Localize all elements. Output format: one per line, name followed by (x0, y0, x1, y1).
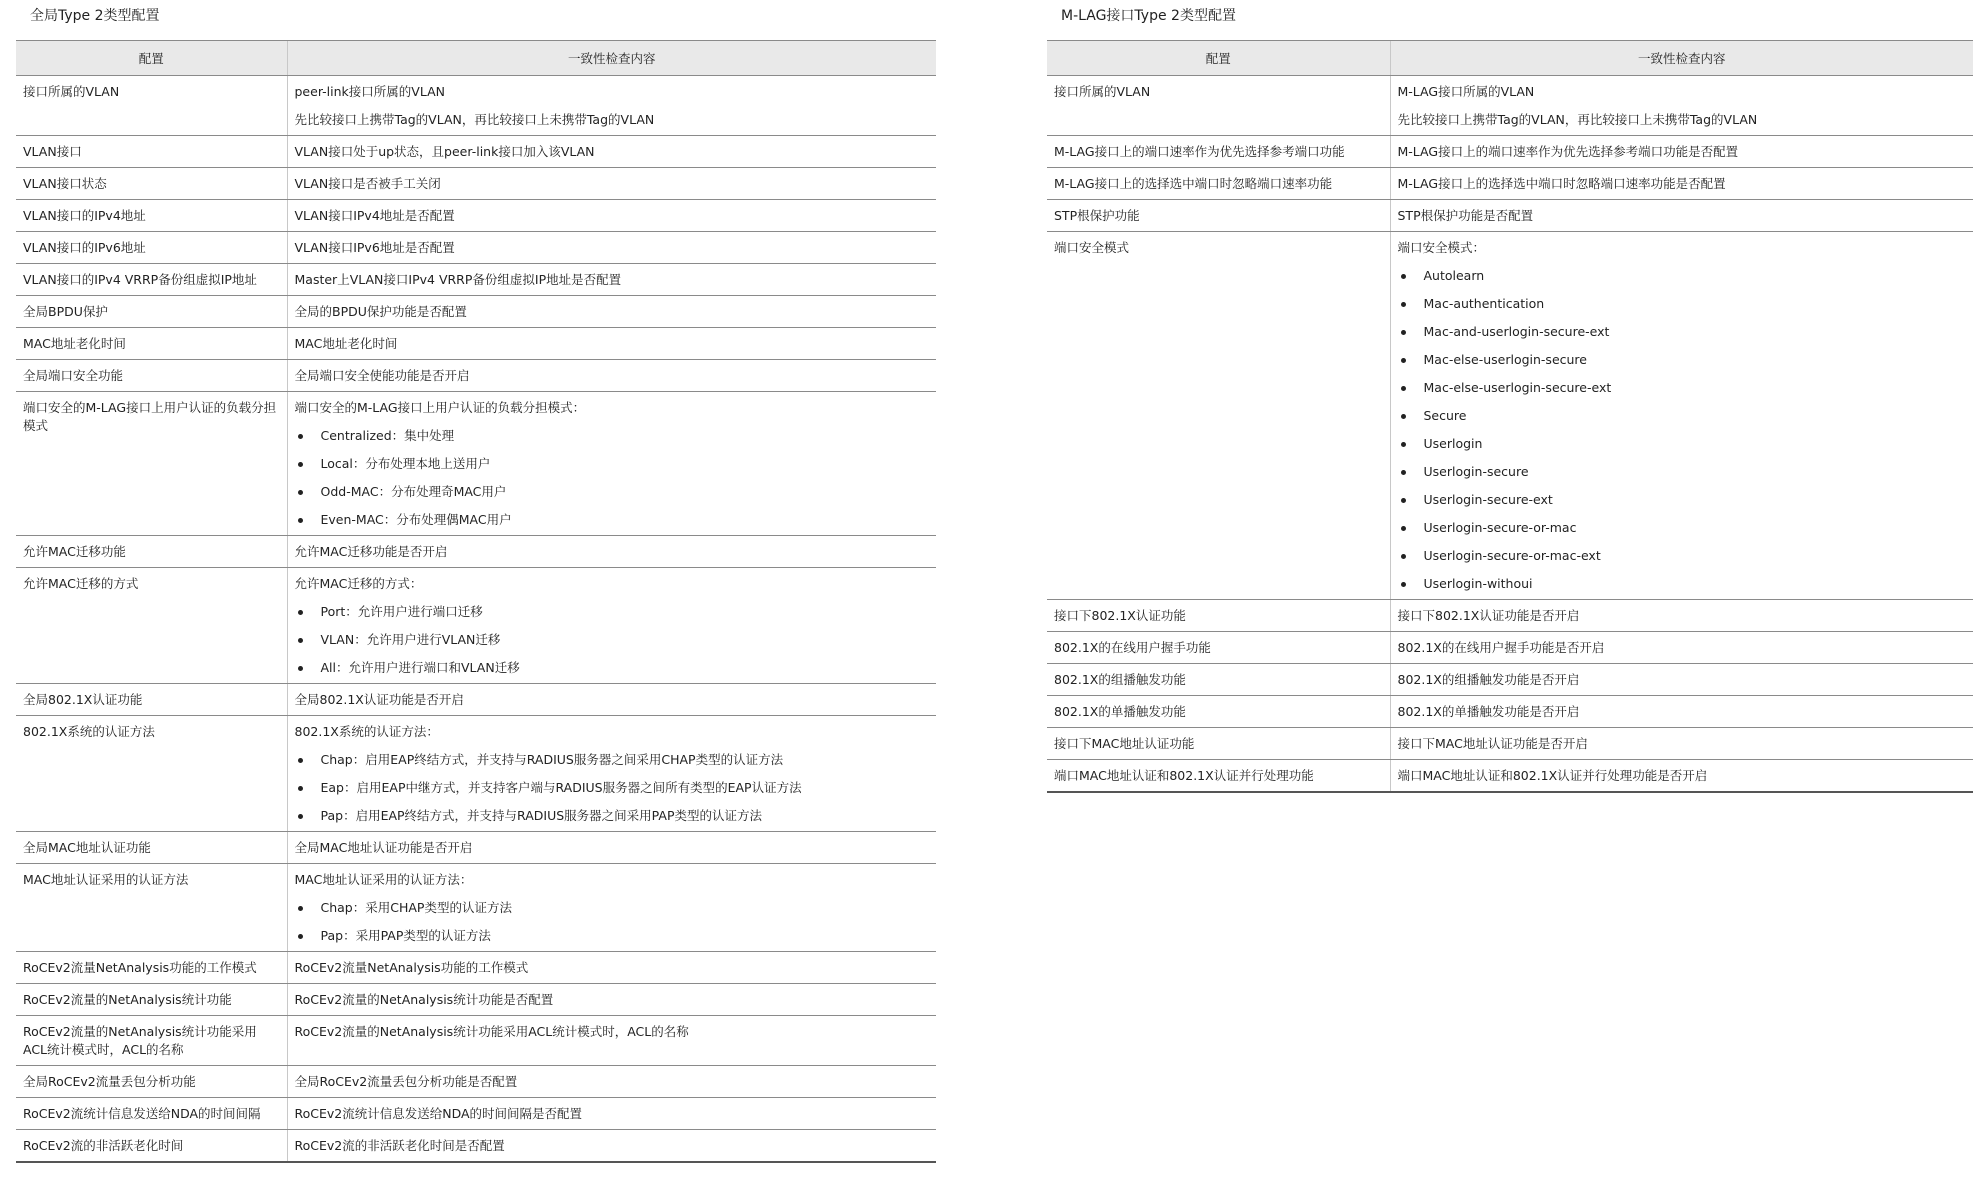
check-cell (287, 1016, 936, 1066)
check-text: STP根保护功能是否配置 (1397, 208, 1534, 223)
table-row (16, 264, 936, 296)
config-cell (16, 360, 287, 392)
config-name: 全局BPDU保护 (23, 304, 108, 319)
check-text: VLAN接口IPv4地址是否配置 (294, 208, 455, 223)
check-cell (1390, 200, 1973, 232)
check-text: 允许MAC迁移的方式： (294, 576, 423, 591)
check-text: RoCEv2流统计信息发送给NDA的时间间隔是否配置 (294, 1106, 583, 1121)
config-name: M-LAG接口上的端口速率作为优先选择参考端口功能 (1054, 144, 1345, 159)
config-name: 端口安全的M-LAG接口上用户认证的负载分担模式 (23, 400, 277, 433)
check-text: 端口安全模式： (1397, 240, 1486, 255)
config-name: 允许MAC迁移的方式 (23, 576, 139, 591)
column-header-check: 一致性检查内容 (1390, 41, 1973, 76)
check-cell (287, 1066, 936, 1098)
config-name: MAC地址认证采用的认证方法 (23, 872, 189, 887)
right-panel (1047, 0, 1973, 793)
bullet-item: VLAN：允许用户进行VLAN迁移 (295, 631, 930, 649)
left-table-body (16, 76, 936, 1163)
right-config-table (1047, 40, 1973, 793)
bullet-item: Chap：启用EAP终结方式，并支持与RADIUS服务器之间采用CHAP类型的认证方法 (295, 751, 930, 769)
check-cell (1390, 632, 1973, 664)
check-text: VLAN接口IPv6地址是否配置 (294, 240, 455, 255)
check-cell (287, 1130, 936, 1163)
bullet-item: Secure (1398, 407, 1967, 425)
check-text: 全局端口安全使能功能是否开启 (294, 368, 470, 383)
bullet-item: Odd-MAC：分布处理奇MAC用户 (295, 483, 930, 501)
table-row (16, 232, 936, 264)
left-config-table (16, 40, 936, 1163)
config-cell (16, 568, 287, 684)
config-cell (16, 232, 287, 264)
config-name: RoCEv2流的非活跃老化时间 (23, 1138, 184, 1153)
table-row (16, 296, 936, 328)
check-text: RoCEv2流的非活跃老化时间是否配置 (294, 1138, 505, 1153)
table-row (16, 1098, 936, 1130)
config-cell (1047, 760, 1390, 793)
table-row (16, 76, 936, 136)
check-cell (1390, 600, 1973, 632)
bullet-item: Autolearn (1398, 267, 1967, 285)
config-cell (16, 864, 287, 952)
check-cell (287, 1098, 936, 1130)
bullet-item: Mac-authentication (1398, 295, 1967, 313)
bullet-item: Pap：采用PAP类型的认证方法 (295, 927, 930, 945)
check-text: 接口下MAC地址认证功能是否开启 (1397, 736, 1588, 751)
config-name: 接口下802.1X认证功能 (1054, 608, 1186, 623)
bullet-item: Eap：启用EAP中继方式，并支持客户端与RADIUS服务器之间所有类型的EAP认证方法 (295, 779, 930, 797)
table-row (1047, 200, 1973, 232)
config-name: MAC地址老化时间 (23, 336, 126, 351)
check-text: 端口MAC地址认证和802.1X认证并行处理功能是否开启 (1397, 768, 1708, 783)
config-name: VLAN接口的IPv6地址 (23, 240, 146, 255)
config-cell (16, 684, 287, 716)
check-text: 先比较接口上携带Tag的VLAN，再比较接口上未携带Tag的VLAN (1397, 112, 1758, 127)
config-cell (1047, 76, 1390, 136)
config-cell (16, 296, 287, 328)
check-cell (287, 864, 936, 952)
table-row (16, 832, 936, 864)
config-name: RoCEv2流量的NetAnalysis统计功能 (23, 992, 232, 1007)
check-cell (287, 536, 936, 568)
table-row (16, 168, 936, 200)
check-text: 先比较接口上携带Tag的VLAN，再比较接口上未携带Tag的VLAN (294, 112, 655, 127)
config-cell (1047, 200, 1390, 232)
bullet-item: Userlogin-secure-or-mac (1398, 519, 1967, 537)
check-cell (287, 984, 936, 1016)
config-name: RoCEv2流统计信息发送给NDA的时间间隔 (23, 1106, 261, 1121)
check-cell (287, 568, 936, 684)
check-text: 802.1X的组播触发功能是否开启 (1397, 672, 1580, 687)
config-cell (1047, 664, 1390, 696)
config-cell (1047, 600, 1390, 632)
table-row (16, 1016, 936, 1066)
config-name: STP根保护功能 (1054, 208, 1140, 223)
table-row (1047, 76, 1973, 136)
left-panel (16, 0, 936, 1163)
check-text: 全局MAC地址认证功能是否开启 (294, 840, 473, 855)
table-row (16, 952, 936, 984)
config-name: M-LAG接口上的选择选中端口时忽略端口速率功能 (1054, 176, 1333, 191)
bullet-item: Mac-and-userlogin-secure-ext (1398, 323, 1967, 341)
table-row (1047, 728, 1973, 760)
config-cell (1047, 696, 1390, 728)
table-row (16, 200, 936, 232)
check-cell (1390, 168, 1973, 200)
config-name: 802.1X的单播触发功能 (1054, 704, 1186, 719)
check-cell (287, 684, 936, 716)
config-name: 全局MAC地址认证功能 (23, 840, 151, 855)
config-cell (16, 1066, 287, 1098)
config-name: 802.1X的在线用户握手功能 (1054, 640, 1211, 655)
check-text: RoCEv2流量NetAnalysis功能的工作模式 (294, 960, 529, 975)
config-name: RoCEv2流量NetAnalysis功能的工作模式 (23, 960, 257, 975)
table-row (1047, 632, 1973, 664)
config-name: 全局RoCEv2流量丢包分析功能 (23, 1074, 196, 1089)
column-header-check: 一致性检查内容 (287, 41, 936, 76)
check-cell (287, 296, 936, 328)
table-row (16, 1130, 936, 1163)
check-cell (287, 952, 936, 984)
config-name: VLAN接口状态 (23, 176, 107, 191)
config-name: 802.1X系统的认证方法 (23, 724, 155, 739)
check-text: M-LAG接口上的端口速率作为优先选择参考端口功能是否配置 (1397, 144, 1739, 159)
table-row (16, 360, 936, 392)
check-cell (1390, 76, 1973, 136)
check-cell (287, 168, 936, 200)
check-text: M-LAG接口上的选择选中端口时忽略端口速率功能是否配置 (1397, 176, 1726, 191)
table-row (16, 1066, 936, 1098)
bullet-item: Userlogin-secure-ext (1398, 491, 1967, 509)
check-cell (287, 392, 936, 536)
table-row (1047, 232, 1973, 600)
config-name: 端口MAC地址认证和802.1X认证并行处理功能 (1054, 768, 1314, 783)
config-name: 802.1X的组播触发功能 (1054, 672, 1186, 687)
bullet-list (295, 427, 930, 529)
config-name: 接口下MAC地址认证功能 (1054, 736, 1195, 751)
config-cell (16, 76, 287, 136)
table-row (1047, 696, 1973, 728)
config-cell (16, 536, 287, 568)
config-name: 接口所属的VLAN (1054, 84, 1151, 99)
check-text: VLAN接口是否被手工关闭 (294, 176, 441, 191)
left-table-title: 全局Type 2类型配置 (30, 8, 160, 24)
config-name: VLAN接口的IPv4地址 (23, 208, 146, 223)
config-name: 允许MAC迁移功能 (23, 544, 126, 559)
check-text: 允许MAC迁移功能是否开启 (294, 544, 448, 559)
table-row (16, 568, 936, 684)
config-name: 全局802.1X认证功能 (23, 692, 143, 707)
check-cell (287, 832, 936, 864)
bullet-list (1398, 267, 1967, 593)
check-text: MAC地址老化时间 (294, 336, 398, 351)
check-cell (1390, 760, 1973, 793)
bullet-item: Port：允许用户进行端口迁移 (295, 603, 930, 621)
check-text: 802.1X的在线用户握手功能是否开启 (1397, 640, 1605, 655)
bullet-list (295, 751, 930, 825)
bullet-item: Userlogin-secure (1398, 463, 1967, 481)
bullet-item: Even-MAC：分布处理偶MAC用户 (295, 511, 930, 529)
check-text: peer-link接口所属的VLAN (294, 84, 445, 99)
config-name: VLAN接口的IPv4 VRRP备份组虚拟IP地址 (23, 272, 257, 287)
bullet-item: Centralized：集中处理 (295, 427, 930, 445)
check-text: 全局的BPDU保护功能是否配置 (294, 304, 467, 319)
column-header-config: 配置 (16, 41, 287, 76)
config-cell (16, 136, 287, 168)
check-cell (1390, 232, 1973, 600)
check-text: RoCEv2流量的NetAnalysis统计功能采用ACL统计模式时，ACL的名称 (294, 1024, 689, 1039)
config-cell (1047, 136, 1390, 168)
bullet-list (295, 603, 930, 677)
config-cell (16, 264, 287, 296)
config-name: 接口所属的VLAN (23, 84, 120, 99)
check-cell (1390, 728, 1973, 760)
check-text: M-LAG接口所属的VLAN (1397, 84, 1535, 99)
config-cell (1047, 632, 1390, 664)
check-cell (1390, 696, 1973, 728)
table-row (16, 392, 936, 536)
table-row (16, 136, 936, 168)
bullet-item: Mac-else-userlogin-secure-ext (1398, 379, 1967, 397)
config-cell (16, 984, 287, 1016)
config-cell (1047, 168, 1390, 200)
check-text: 802.1X系统的认证方法： (294, 724, 439, 739)
check-cell (1390, 664, 1973, 696)
check-cell (1390, 136, 1973, 168)
check-cell (287, 232, 936, 264)
check-cell (287, 360, 936, 392)
config-cell (16, 1130, 287, 1163)
bullet-item: Mac-else-userlogin-secure (1398, 351, 1967, 369)
check-text: 全局RoCEv2流量丢包分析功能是否配置 (294, 1074, 518, 1089)
check-text: 802.1X的单播触发功能是否开启 (1397, 704, 1580, 719)
config-cell (16, 200, 287, 232)
table-row (1047, 136, 1973, 168)
table-row (1047, 664, 1973, 696)
table-row (1047, 168, 1973, 200)
table-row (1047, 600, 1973, 632)
table-row (16, 716, 936, 832)
column-header-config: 配置 (1047, 41, 1390, 76)
check-cell (287, 264, 936, 296)
bullet-item: Chap：采用CHAP类型的认证方法 (295, 899, 930, 917)
check-text: Master上VLAN接口IPv4 VRRP备份组虚拟IP地址是否配置 (294, 272, 622, 287)
config-cell (16, 832, 287, 864)
config-name: 端口安全模式 (1054, 240, 1130, 255)
config-cell (16, 716, 287, 832)
bullet-list (295, 899, 930, 945)
config-cell (16, 168, 287, 200)
bullet-item: Userlogin (1398, 435, 1967, 453)
table-row (16, 864, 936, 952)
check-cell (287, 328, 936, 360)
right-table-body (1047, 76, 1973, 793)
bullet-item: All：允许用户进行端口和VLAN迁移 (295, 659, 930, 677)
table-row (16, 684, 936, 716)
check-text: 接口下802.1X认证功能是否开启 (1397, 608, 1580, 623)
check-text: RoCEv2流量的NetAnalysis统计功能是否配置 (294, 992, 554, 1007)
config-cell (1047, 232, 1390, 600)
config-cell (16, 392, 287, 536)
check-cell (287, 76, 936, 136)
check-cell (287, 200, 936, 232)
bullet-item: Pap：启用EAP终结方式，并支持与RADIUS服务器之间采用PAP类型的认证方法 (295, 807, 930, 825)
config-name: RoCEv2流量的NetAnalysis统计功能采用ACL统计模式时，ACL的名称 (23, 1024, 257, 1057)
config-cell (16, 1098, 287, 1130)
check-cell (287, 136, 936, 168)
table-row (16, 984, 936, 1016)
config-cell (16, 328, 287, 360)
config-cell (16, 1016, 287, 1066)
config-cell (16, 952, 287, 984)
check-text: VLAN接口处于up状态，且peer-link接口加入该VLAN (294, 144, 595, 159)
table-row (1047, 760, 1973, 793)
right-table-title: M-LAG接口Type 2类型配置 (1061, 8, 1236, 24)
bullet-item: Userlogin-withoui (1398, 575, 1967, 593)
config-name: 全局端口安全功能 (23, 368, 124, 383)
table-header-row (16, 41, 936, 76)
check-text: MAC地址认证采用的认证方法： (294, 872, 473, 887)
check-text: 端口安全的M-LAG接口上用户认证的负载分担模式： (294, 400, 586, 415)
config-cell (1047, 728, 1390, 760)
check-text: 全局802.1X认证功能是否开启 (294, 692, 464, 707)
check-cell (287, 716, 936, 832)
table-row (16, 536, 936, 568)
bullet-item: Userlogin-secure-or-mac-ext (1398, 547, 1967, 565)
table-row (16, 328, 936, 360)
config-name: VLAN接口 (23, 144, 82, 159)
table-header-row (1047, 41, 1973, 76)
bullet-item: Local：分布处理本地上送用户 (295, 455, 930, 473)
